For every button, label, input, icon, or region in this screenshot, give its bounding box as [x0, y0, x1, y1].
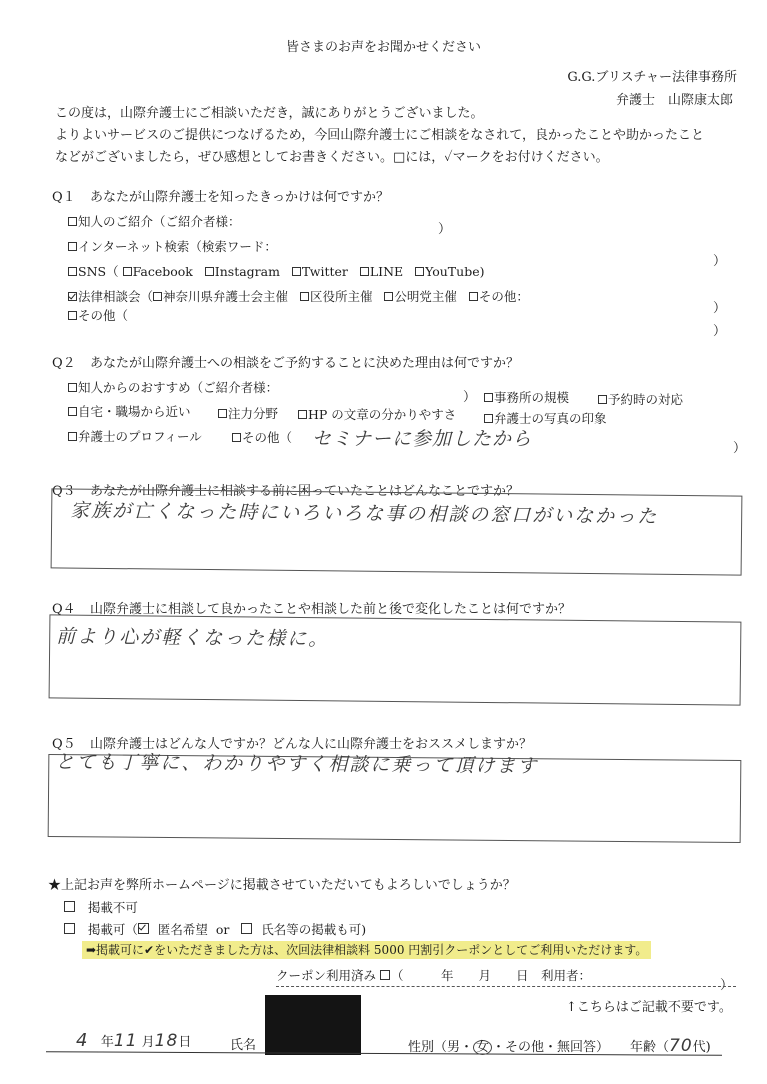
- age-value[interactable]: 70: [669, 1036, 693, 1056]
- checkbox-checked[interactable]: [68, 292, 77, 301]
- checkbox[interactable]: [205, 267, 214, 276]
- coupon-used-checkbox[interactable]: [380, 970, 390, 980]
- close-paren: ）: [713, 324, 727, 339]
- checkbox[interactable]: [292, 267, 301, 276]
- checkbox[interactable]: [68, 432, 77, 441]
- checkbox[interactable]: [241, 923, 252, 934]
- q1-number: Q１: [52, 190, 76, 205]
- coupon-dotted-line: [276, 986, 736, 987]
- intro-line-1: この度は，山際弁護士にご相談いただき，誠にありがとうございました。: [55, 106, 484, 121]
- q2-option-profile[interactable]: 弁護士のプロフィール: [68, 427, 202, 445]
- q2-option-recommendation[interactable]: 知人からのおすすめ（ご紹介者様：: [68, 378, 278, 396]
- consult-kanagawa[interactable]: 神奈川県弁護士会主催: [153, 289, 288, 304]
- checkbox[interactable]: [469, 292, 478, 301]
- consult-ward-office[interactable]: 区役所主催: [300, 289, 373, 304]
- q3-handwritten-answer: 家族が亡くなった時にいろいろな事の相談の窓口がいなかった: [70, 499, 659, 528]
- q1-option-referral[interactable]: 知人のご紹介（ご紹介者様：: [68, 212, 241, 230]
- age-field: 年齢（70代): [630, 1036, 711, 1056]
- checkbox[interactable]: [123, 267, 132, 276]
- q2-option-office-size[interactable]: 事務所の規模: [484, 388, 569, 406]
- close-paren: ）: [463, 390, 477, 405]
- firm-name: G.G.ブリスチャー法律事務所: [567, 70, 737, 85]
- q2-option-hp-clarity[interactable]: HP の文章の分かりやすさ: [298, 405, 456, 423]
- checkbox[interactable]: [415, 267, 424, 276]
- q4-answer-box[interactable]: [49, 614, 742, 705]
- close-paren: ）: [733, 441, 747, 456]
- q1-option-sns[interactable]: SNS（ Facebook Instagram Twitter LINE YouTube): [68, 262, 484, 280]
- checkbox[interactable]: [68, 407, 77, 416]
- publish-not-allowed-option[interactable]: 掲載不可: [64, 898, 138, 916]
- q2-number: Q２: [52, 356, 76, 371]
- coupon-note: [82, 941, 651, 958]
- checkbox-checked[interactable]: [138, 923, 149, 934]
- q1-question: あなたが山際弁護士を知ったきっかけは何ですか？: [90, 190, 390, 205]
- coupon-note-highlight: ➡掲載可に✔をいただきました方は、次回法律相談料 5000 円割引クーポンとしてご利用いただけます。: [82, 941, 651, 959]
- q2-option-nearby[interactable]: 自宅・職場から近い: [68, 402, 191, 420]
- gender-selected-circle[interactable]: 女: [473, 1040, 492, 1055]
- close-paren: ）: [720, 978, 734, 993]
- name-label: 氏名: [230, 1038, 257, 1053]
- q1-heading: [52, 186, 389, 205]
- q5-answer-box[interactable]: [48, 751, 742, 843]
- sns-instagram[interactable]: Instagram: [205, 264, 280, 279]
- q1-option-internet[interactable]: インターネット検索（検索ワード：: [68, 237, 277, 255]
- checkbox[interactable]: [68, 242, 77, 251]
- staff-note: ↑こちらはご記載不要です。: [566, 1000, 732, 1015]
- q4-number: Q４: [52, 602, 76, 617]
- or-label: or: [215, 922, 230, 937]
- lawyer-name: 弁護士 山際康太郎: [615, 93, 733, 108]
- checkbox[interactable]: [153, 292, 162, 301]
- checkbox[interactable]: [598, 395, 607, 404]
- checkbox[interactable]: [298, 410, 307, 419]
- sns-line[interactable]: LINE: [360, 264, 403, 279]
- q1-option-legal-consultation[interactable]: 法律相談会（ 神奈川県弁護士会主催 区役所主催 公明党主催 その他：: [68, 287, 529, 305]
- q2-option-booking-response[interactable]: 予約時の対応: [598, 390, 683, 408]
- q5-handwritten-answer: とても丁寧に、わかりやすく相談に乗って頂けます: [55, 751, 539, 778]
- q3-question: あなたが山際弁護士に相談する前に困っていたことはどんなことですか？: [90, 484, 520, 499]
- q1-option-other[interactable]: その他（: [68, 306, 128, 324]
- q2-option-focus-area[interactable]: 注力分野: [218, 404, 278, 422]
- q5-number: Q５: [52, 737, 76, 752]
- signature-line: [46, 1051, 722, 1056]
- anonymous-option[interactable]: 匿名希望: [138, 922, 208, 937]
- redacted-name: [265, 995, 361, 1055]
- q2-option-other[interactable]: その他（: [232, 428, 292, 446]
- q2-option-photo[interactable]: 弁護士の写真の印象: [484, 409, 607, 427]
- page-title: 皆さまのお声をお聞かせください: [285, 40, 481, 55]
- checkbox[interactable]: [232, 433, 241, 442]
- q3-answer-box[interactable]: [51, 488, 743, 575]
- checkbox[interactable]: [68, 383, 77, 392]
- q4-handwritten-answer: 前より心が軽くなった様に。: [56, 625, 330, 651]
- checkbox[interactable]: [68, 217, 77, 226]
- checkbox[interactable]: [68, 267, 77, 276]
- q2-question: あなたが山際弁護士への相談をご予約することに決めた理由は何ですか？: [90, 356, 520, 371]
- intro-line-2: よりよいサービスのご提供につなげるため，今回山際弁護士にご相談をなされて，良かったことや助かったこと: [55, 128, 704, 143]
- q4-heading: [52, 598, 571, 617]
- q4-question: 山際弁護士に相談して良かったことや相談した前と後で変化したことは何ですか？: [90, 602, 572, 617]
- q2-heading: [52, 352, 519, 371]
- q2-other-handwritten-answer[interactable]: セミナーに参加したから: [312, 428, 533, 450]
- intro-line-3: などがございましたら，ぜひ感想としてお書きください。□には，✓マークをお付けください。: [55, 150, 609, 165]
- named-option[interactable]: 氏名等の掲載も可): [241, 922, 366, 937]
- checkbox[interactable]: [218, 409, 227, 418]
- publish-question: ★上記お声を弊所ホームページに掲載させていただいてもよろしいでしょうか？: [48, 878, 516, 893]
- q3-number: Q３: [52, 484, 76, 499]
- sns-twitter[interactable]: Twitter: [292, 264, 348, 279]
- consult-komeito[interactable]: 公明党主催: [384, 289, 457, 304]
- q5-question: 山際弁護士はどんな人ですか？どんな人に山際弁護士をおススメしますか？: [90, 737, 533, 752]
- checkbox[interactable]: [384, 292, 393, 301]
- checkbox[interactable]: [300, 292, 309, 301]
- day-value[interactable]: 18: [154, 1031, 179, 1051]
- gender-field: 性別（男・ 女 ・その他・無回答）: [408, 1040, 610, 1055]
- close-paren: ）: [438, 222, 452, 237]
- checkbox[interactable]: [64, 901, 75, 912]
- sns-youtube[interactable]: YouTube): [415, 264, 484, 279]
- date-row: 4 年11 月18日: [76, 1030, 192, 1051]
- coupon-used-row: クーポン利用済み （ 年 月 日 利用者：: [276, 968, 592, 983]
- sns-facebook[interactable]: Facebook: [123, 264, 193, 279]
- checkbox[interactable]: [360, 267, 369, 276]
- checkbox[interactable]: [484, 414, 493, 423]
- checkbox[interactable]: [68, 311, 77, 320]
- checkbox[interactable]: [64, 923, 75, 934]
- year-value[interactable]: 4: [76, 1030, 89, 1051]
- close-paren: ）: [713, 254, 727, 269]
- checkbox[interactable]: [484, 393, 493, 402]
- month-value[interactable]: 11: [113, 1031, 138, 1051]
- consult-other[interactable]: その他：: [469, 289, 529, 304]
- publish-allowed-option[interactable]: 掲載可（ 匿名希望 or 氏名等の掲載も可): [64, 920, 366, 938]
- close-paren: ）: [713, 301, 727, 316]
